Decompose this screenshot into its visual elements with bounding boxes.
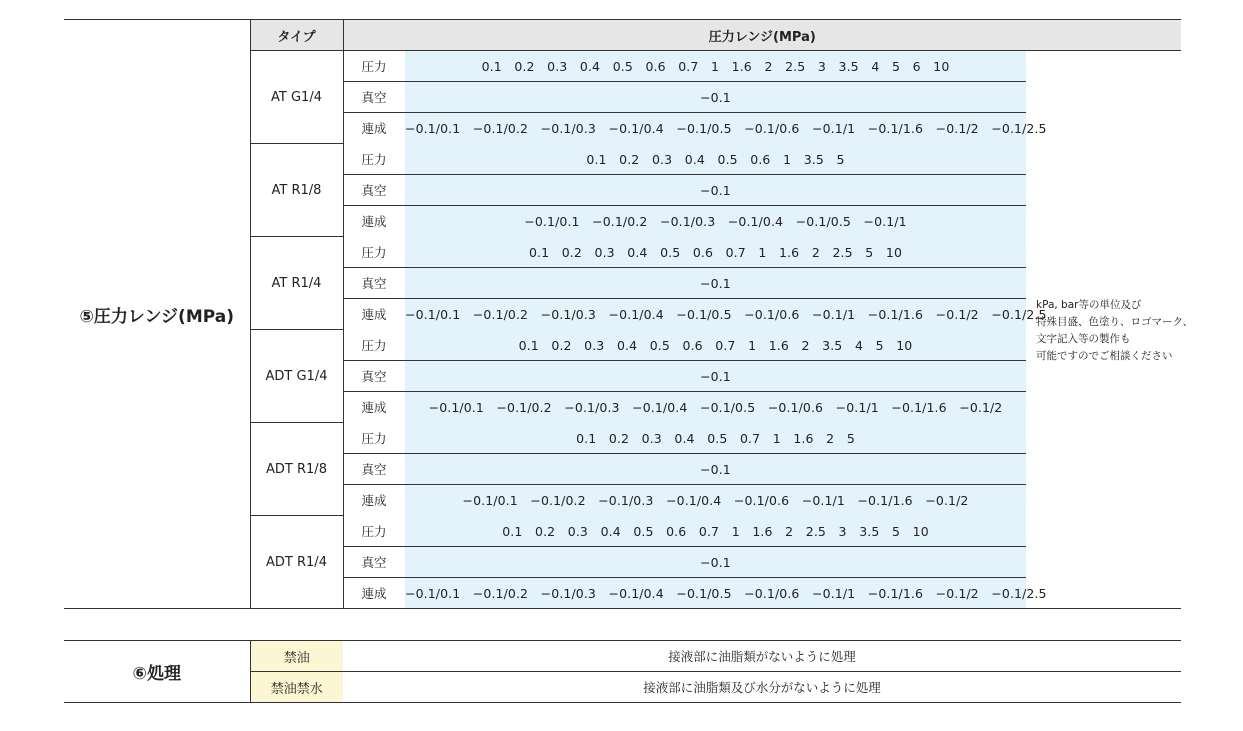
range-kind-cell: 真空 (343, 82, 405, 113)
range-kind-cell: 連成 (361, 586, 387, 601)
range-values-cell: −0.1 (405, 175, 1026, 206)
range-values-cell: 0.1 0.2 0.3 0.4 0.5 0.7 1 1.6 2 5 (405, 423, 1026, 454)
note-line: 文字記入等の製作も (1036, 332, 1131, 345)
range-values-cell: −0.1 (405, 547, 1026, 578)
range-kind-cell: 連成 (361, 400, 387, 416)
range-values-cell: 0.1 0.2 0.3 0.4 0.5 0.6 0.7 1 1.6 2 2.5 5 10 (405, 237, 1026, 268)
range-kind-cell: 圧力 (343, 144, 405, 175)
type-cell: ADT R1/4 (250, 516, 343, 609)
range-kind-cell: 真空 (343, 175, 405, 206)
range-kind-cell: 連成 (361, 214, 387, 230)
note-line: 可能ですのでご相談ください (1036, 349, 1173, 362)
range-kind-cell: 連成 (361, 307, 387, 323)
treatment-label: 禁油禁水 (250, 672, 343, 703)
treatment-description: 接液部に油脂類及び水分がないように処理 (643, 680, 881, 695)
range-values-cell: −0.1/0.1 −0.1/0.2 −0.1/0.3 −0.1/0.4 −0.1/0.6 −0.1/1 −0.1/1.6 −0.1/2 (405, 485, 1026, 516)
range-values-cell: −0.1 (405, 268, 1026, 299)
note-cell (1026, 51, 1194, 609)
range-values-cell: 0.1 0.2 0.3 0.4 0.5 0.6 0.7 1 1.6 2 2.5 3 3.5 4 5 6 10 (405, 51, 1026, 82)
range-values-cell: 0.1 0.2 0.3 0.4 0.5 0.6 0.7 1 1.6 2 2.5 3 3.5 5 10 (405, 516, 1026, 547)
type-cell: AT G1/4 (250, 51, 343, 144)
range-values-cell: −0.1/0.1 −0.1/0.2 −0.1/0.3 −0.1/0.4 −0.1/0.5 −0.1/0.6 −0.1/1 −0.1/1.6 −0.1/2 −0.1/2.5 (405, 578, 1026, 609)
type-header: タイプ (250, 20, 343, 51)
range-kind-cell: 連成 (361, 493, 387, 509)
range-values-cell: −0.1 (405, 82, 1026, 113)
range-values-cell: −0.1 (405, 361, 1026, 392)
treatment-label: 禁油 (250, 641, 343, 672)
range-kind-cell: 連成 (361, 121, 387, 137)
range-header: 圧力レンジ(MPa) (343, 20, 1181, 51)
note-line: kPa, bar等の単位及び (1036, 298, 1142, 311)
range-values-cell: −0.1/0.1 −0.1/0.2 −0.1/0.3 −0.1/0.4 −0.1/0.5 −0.1/1 (405, 206, 1026, 237)
range-values-cell: 0.1 0.2 0.3 0.4 0.5 0.6 1 3.5 5 (405, 144, 1026, 175)
range-kind-cell: 真空 (343, 361, 405, 392)
type-cell: ADT R1/8 (250, 423, 343, 516)
range-kind-cell: 真空 (343, 547, 405, 578)
range-kind-cell: 圧力 (343, 423, 405, 454)
range-values-cell: −0.1/0.1 −0.1/0.2 −0.1/0.3 −0.1/0.4 −0.1/0.5 −0.1/0.6 −0.1/1 −0.1/1.6 −0.1/2 −0.1/2.5 (405, 113, 1026, 144)
pressure-range-table (64, 19, 1194, 609)
range-kind-cell: 圧力 (343, 330, 405, 361)
treatment-table (64, 640, 1181, 703)
range-kind-cell: 圧力 (343, 237, 405, 268)
type-cell: AT R1/4 (250, 237, 343, 330)
treatment-description: 接液部に油脂類がないように処理 (343, 641, 1181, 672)
range-values-cell: −0.1 (405, 454, 1026, 485)
pressure-section-title: ⑤圧力レンジ(MPa) (64, 20, 250, 609)
type-cell: AT R1/8 (250, 144, 343, 237)
range-kind-cell: 圧力 (343, 51, 405, 82)
range-kind-cell: 圧力 (343, 516, 405, 547)
type-cell: ADT G1/4 (250, 330, 343, 423)
range-values-cell: −0.1/0.1 −0.1/0.2 −0.1/0.3 −0.1/0.4 −0.1/0.5 −0.1/0.6 −0.1/1 −0.1/1.6 −0.1/2 −0.1/2.5 (405, 299, 1026, 330)
range-kind-cell: 真空 (343, 268, 405, 299)
note-line: 特殊目盛、色塗り、ロゴマーク、 (1036, 315, 1194, 328)
range-values-cell: −0.1/0.1 −0.1/0.2 −0.1/0.3 −0.1/0.4 −0.1/0.5 −0.1/0.6 −0.1/1 −0.1/1.6 −0.1/2 (405, 392, 1026, 423)
range-kind-cell: 真空 (343, 454, 405, 485)
treatment-section-title: ⑥処理 (64, 641, 250, 703)
range-values-cell: 0.1 0.2 0.3 0.4 0.5 0.6 0.7 1 1.6 2 3.5 4 5 10 (405, 330, 1026, 361)
